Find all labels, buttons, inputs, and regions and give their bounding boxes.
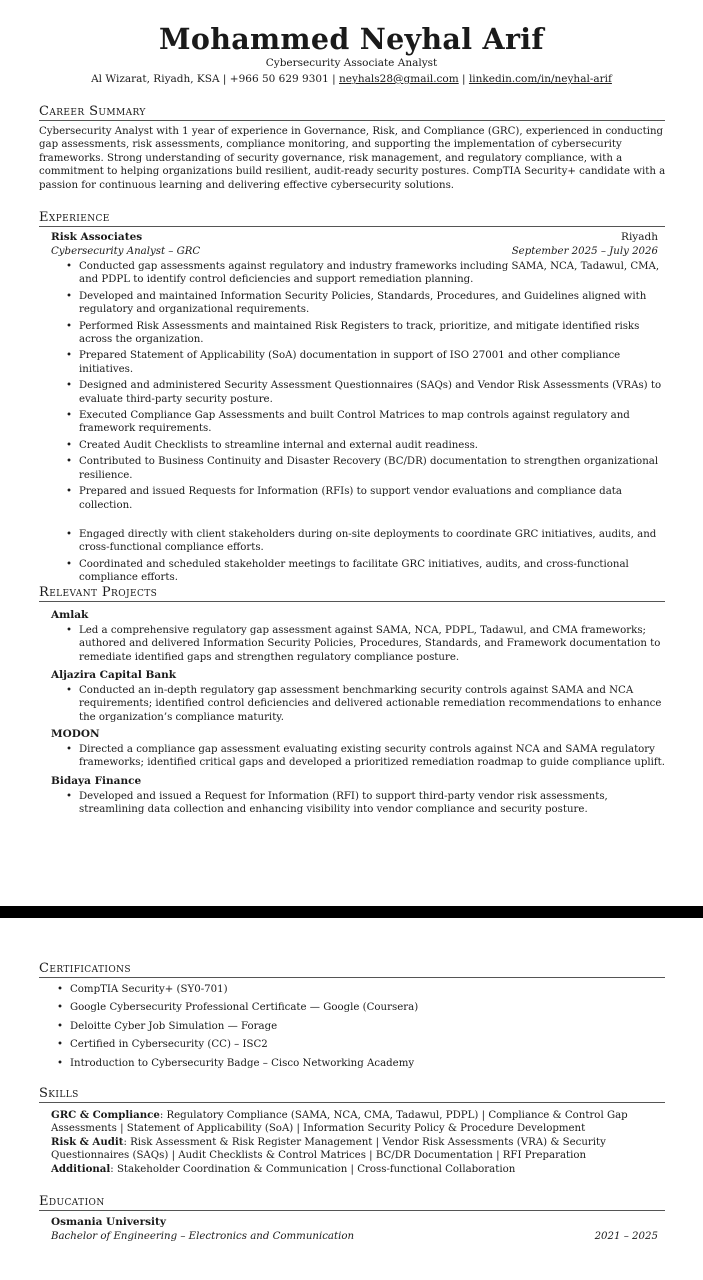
certification-list [70,983,657,1070]
experience-company: Risk Associates [51,231,143,243]
education-header [51,1216,658,1229]
experience-bullet: • Prepared and issued Requests for Information (RFIs) to support vendor evaluations and compliance data collection. [79,485,666,512]
summary-text: Cybersecurity Analyst with 1 year of experience in Governance, Risk, and Compliance (GRC), experienced in conducting gap assessments, risk assessments, compliance monitoring, and supporting the implementation of cybersecurity frameworks. Strong understanding of security governance, risk management, and regulatory compliance, with a commitment to helping organizations build resilient, audit-ready security postures. CompTIA Security+ candidate with a passion for continuous learning and delivering effective cybersecurity solutions. [39,126,666,191]
contact-separator: | [332,73,336,85]
project-bullet: • Led a comprehensive regulatory gap assessment against SAMA, NCA, PDPL, Tadawul, and CMA frameworks; authored and delivered Information Security Policies, Procedures, Standards, and Framework documentation to remediate identified gaps and strengthen regulatory compliance posture. [79,624,666,664]
experience-bullet: • Contributed to Business Continuity and Disaster Recovery (BC/DR) documentation to strengthen organizational resilience. [79,455,666,482]
contact-separator: | [222,73,227,85]
project-bullets [79,790,666,817]
experience-bullet: • Created Audit Checklists to streamline internal and external audit readiness. [79,439,666,452]
project-name: Amlak [51,609,89,621]
project-bullet: • Conducted an in-depth regulatory gap assessment benchmarking security controls against SAMA and NCA requirements; identified control deficiencies and delivered actionable remediation recommendations to enhance the organization’s compliance maturity. [79,684,666,724]
contact-phone: +966 50 629 9301 [229,73,329,85]
section-title-experience: Experience [39,210,665,227]
skill-group-label: GRC & Compliance [51,1109,160,1121]
project-name: Bidaya Finance [51,775,142,787]
contact-line [0,73,703,85]
experience-bullet: • Conducted gap assessments against regulatory and industry frameworks including SAMA, NCA, Tadawul, CMA, and PDPL to identify control deficiencies and support remediation planning. [79,260,666,287]
project-name: MODON [51,728,100,740]
experience-bullet: • Designed and administered Security Assessment Questionnaires (SAQs) and Vendor Risk Assessments (VRAs) to evaluate third-party security posture. [79,379,666,406]
certification-item: • Certified in Cybersecurity (CC) – ISC2 [70,1038,657,1051]
section-title-skills: Skills [39,1086,665,1103]
experience-bullet: • Engaged directly with client stakeholders during on-site deployments to coordinate GRC initiatives, audits, and cross-functional compliance efforts. [79,528,666,555]
project-bullets [79,743,666,770]
project-bullets [79,684,666,724]
education-school: Osmania University [51,1216,166,1228]
section-title-education: Education [39,1194,665,1211]
contact-separator: | [462,73,466,85]
experience-bullet: • Coordinated and scheduled stakeholder meetings to facilitate GRC initiatives, audits, and cross-functional compliance efforts. [79,558,666,585]
experience-bullet: • Prepared Statement of Applicability (SoA) documentation in support of ISO 27001 and other compliance initiatives. [79,349,666,376]
experience-subheader [51,245,658,258]
project-name: Aljazira Capital Bank [51,669,177,681]
section-title-summary: Career Summary [39,104,665,121]
certification-item: • Deloitte Cyber Job Simulation — Forage [70,1020,657,1033]
skill-group-text: Regulatory Compliance (SAMA, NCA, CMA, Tadawul, PDPL) | Compliance & Control Gap Assessments | Statement of Applicability (SoA) | Information Security Policy & Procedure Development [51,1110,628,1135]
skill-group: GRC & Compliance: Regulatory Compliance (SAMA, NCA, CMA, Tadawul, PDPL) | Compliance & Control Gap Assessments | Statement of Applicability (SoA) | Information Security Policy & Procedure Development [51,1109,628,1135]
candidate-name: Mohammed Neyhal Arif [159,22,544,56]
contact-email-link[interactable]: neyhals28@gmail.com [339,73,459,85]
experience-bullet: • Developed and maintained Information Security Policies, Standards, Procedures, and Guidelines aligned with regulatory and organizational requirements. [79,290,666,317]
skill-group: Risk & Audit: Risk Assessment & Risk Register Management | Vendor Risk Assessments (VRA) & Security Questionnaires (SAQs) | Audit Checklists & Control Matrices | BC/DR Documentation | RFI Preparation [51,1135,606,1162]
project-bullets [79,624,666,664]
skills-block [51,1109,651,1176]
certification-item: • Google Cybersecurity Professional Certificate — Google (Coursera) [70,1001,657,1014]
skill-group-label: Additional [51,1162,111,1175]
resume-page-2 [0,918,703,1280]
experience-bullet: • Executed Compliance Gap Assessments and built Control Matrices to map controls against regulatory and framework requirements. [79,409,666,436]
contact-location: Al Wizarat, Riyadh, KSA [91,73,220,85]
candidate-subtitle: Cybersecurity Associate Analyst [265,57,438,69]
contact-linkedin-link[interactable]: linkedin.com/in/neyhal-arif [468,73,612,85]
section-title-certifications: Certifications [39,961,665,978]
education-dates: 2021 – 2025 [594,1231,658,1242]
skill-group-label: Risk & Audit [51,1135,124,1148]
certification-item: • Introduction to Cybersecurity Badge – Cisco Networking Academy [70,1057,657,1070]
education-degree: Bachelor of Engineering – Electronics and Communication [51,1231,355,1242]
skill-group-text: Risk Assessment & Risk Register Management | Vendor Risk Assessments (VRA) & Security Questionnaires (SAQs) | Audit Checklists & Control Matrices | BC/DR Documentation | RFI Preparation [51,1136,606,1162]
skill-group: Additional: Stakeholder Coordination & Communication | Cross-functional Collaboration [51,1162,516,1175]
experience-location: Riyadh [621,231,658,243]
project-bullet: • Developed and issued a Request for Information (RFI) to support third-party vendor risk assessments, streamlining data collection and enhancing visibility into vendor compliance and security posture. [79,790,666,817]
experience-role: Cybersecurity Analyst – GRC [51,246,201,257]
education-subheader [51,1230,658,1243]
experience-bullet: • Performed Risk Assessments and maintained Risk Registers to track, prioritize, and mitigate identified risks across the organization. [79,320,666,347]
section-title-projects: Relevant Projects [39,585,665,602]
page-break-divider [0,906,703,918]
certification-item: • CompTIA Security+ (SY0-701) [70,983,657,996]
experience-header [51,231,658,244]
experience-bullets [79,260,666,585]
experience-dates: September 2025 – July 2026 [511,246,658,257]
skill-group-text: Stakeholder Coordination & Communication | Cross-functional Collaboration [116,1163,516,1175]
project-bullet: • Directed a compliance gap assessment evaluating existing security controls against NCA and SAMA regulatory frameworks; identified critical gaps and developed a prioritized remediation roadmap to guide compliance uplift. [79,743,666,770]
